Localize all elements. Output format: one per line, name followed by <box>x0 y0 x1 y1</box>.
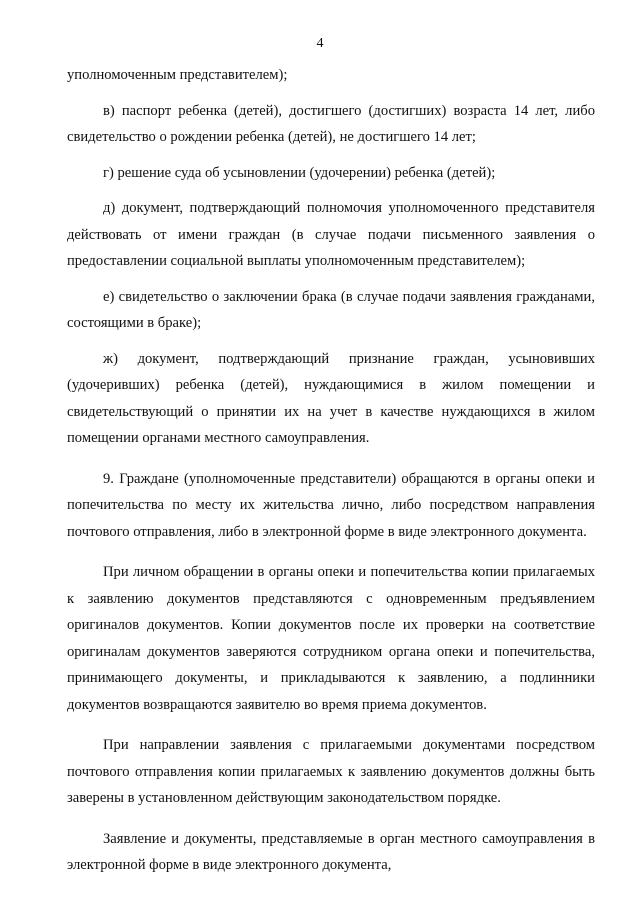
paragraph-item-e: е) свидетельство о заключении брака (в случае подачи заявления гражданами, состоящими в браке); <box>67 288 595 331</box>
paragraph-item-d: д) документ, подтверждающий полномочия уполномоченного представителя действовать от имени граждан (в случае подачи письменного заявления о предоставлении социальной выплаты уполномоченным представителем); <box>67 200 595 269</box>
paragraph-personal-appeal: При личном обращении в органы опеки и попечительства копии прилагаемых к заявлению документов представляются с одновременным предъявлением оригиналов документов. Копии документов после их проверки на соответствие оригиналам документов заверяются сотрудником органа опеки и попечительства, принимающего документы, и прикладываются к заявлению, а подлинники документов возвращаются заявителю во время приема документов. <box>67 564 595 713</box>
paragraph-item-zh: ж) документ, подтверждающий признание граждан, усыновивших (удочеривших) ребенка (детей), нуждающимися в жилом помещении и свидетельствующий о принятии их на учет в качестве нуждающихся в жилом помещении органами местного самоуправления. <box>67 350 595 446</box>
paragraph-continuation: уполномоченным представителем); <box>67 67 288 83</box>
document-body <box>67 62 595 879</box>
paragraph-item-v: в) паспорт ребенка (детей), достигшего (достигших) возраста 14 лет, либо свидетельство о рождении ребенка (детей), не достигшего 14 лет; <box>67 102 595 145</box>
paragraph-section-9: 9. Граждане (уполномоченные представители) обращаются в органы опеки и попечительства по месту их жительства лично, либо посредством направления почтового отправления, либо в электронной форме в виде электронного документа. <box>67 470 595 540</box>
paragraph-postal-appeal: При направлении заявления с прилагаемыми документами посредством почтового отправления копии прилагаемых к заявлению документов должны быть заверены в установленном действующим законодательством порядке. <box>67 737 595 806</box>
paragraph-item-g: г) решение суда об усыновлении (удочерении) ребенка (детей); <box>103 164 496 181</box>
paragraph-electronic-appeal: Заявление и документы, представляемые в орган местного самоуправления в электронной форме в виде электронного документа, <box>67 830 595 873</box>
page-number: 4 <box>316 36 324 51</box>
